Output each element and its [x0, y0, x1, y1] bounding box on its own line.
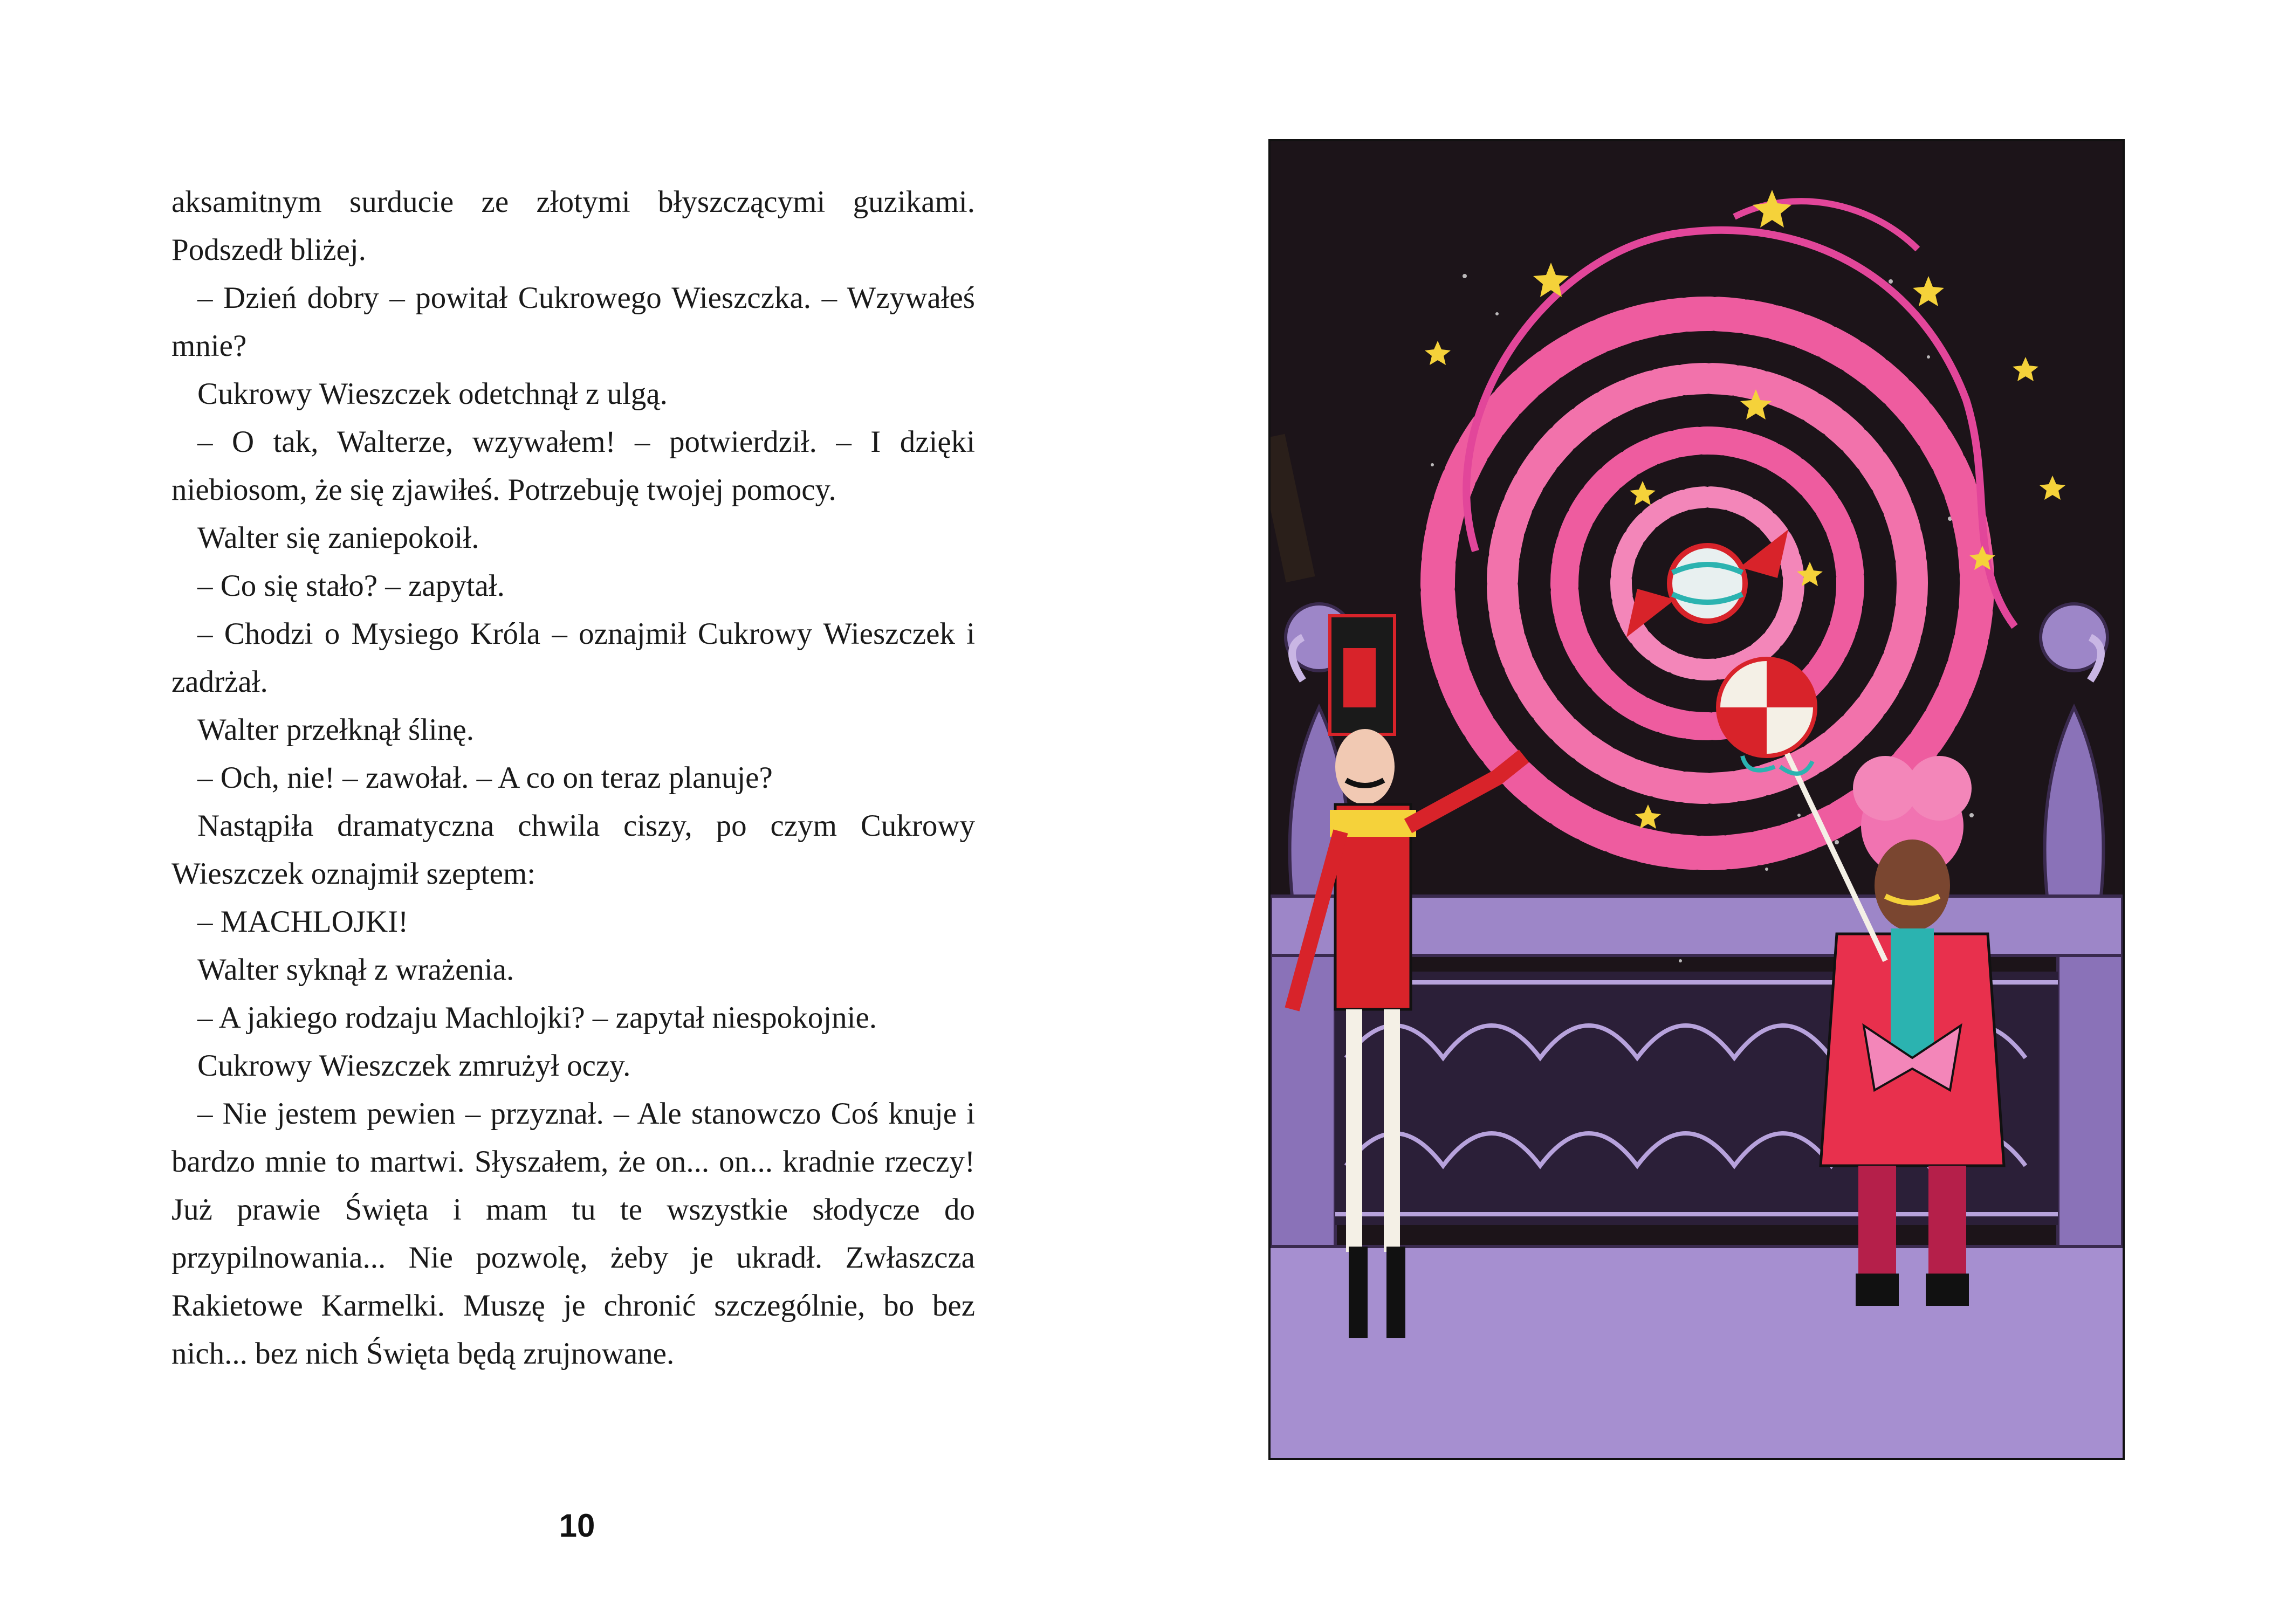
paragraph: aksamitnym surducie ze złotymi błyszczącymi guzikami. Podszedł bliżej. — [171, 185, 975, 267]
paragraph: Cukrowy Wieszczek odetchnął z ulgą. — [197, 377, 668, 411]
page-number: 10 — [559, 1508, 595, 1544]
paragraph: – A jakiego rodzaju Machlojki? – zapytał niespokojnie. — [197, 1001, 877, 1035]
paragraph: – Nie jestem pewien – przyznał. – Ale stanowczo Coś knuje i bardzo mnie to martwi. Słyszałem, że on... on... kradnie rzeczy! Już prawie Święta i mam tu te wszystkie słodycze do przypilnowania... Nie pozwolę, żeby je ukradł. Zwłaszcza Rakietowe Karmelki. Muszę je chronić szczególnie, bo bez nich... bez nich Święta będą zrujnowane. — [171, 1097, 975, 1371]
paragraph: – Chodzi o Mysiego Króla – oznajmił Cukrowy Wieszczek i zadrżał. — [171, 617, 975, 699]
left-page — [0, 0, 1146, 1624]
paragraph: Walter przełknął ślinę. — [197, 713, 474, 747]
paragraph: Nastąpiła dramatyczna chwila ciszy, po czym Cukrowy Wieszczek oznajmił szeptem: — [171, 809, 975, 891]
paragraph: Walter syknął z wrażenia. — [197, 953, 514, 987]
story-text — [171, 178, 975, 1378]
balcony-pillar — [2058, 955, 2123, 1247]
illustration-scene — [1271, 141, 2123, 1458]
paragraph: – O tak, Walterze, wzywałem! – potwierdził. – I dzięki niebiosom, że się zjawiłeś. Potrzebuję twojej pomocy. — [171, 425, 975, 507]
paragraph: – Och, nie! – zawołał. – A co on teraz planuje? — [197, 761, 773, 795]
paragraph: Cukrowy Wieszczek zmrużył oczy. — [197, 1049, 631, 1083]
paragraph: – MACHLOJKI! — [197, 905, 409, 939]
paragraph: – Co się stało? – zapytał. — [197, 569, 505, 603]
illustration — [1268, 139, 2125, 1460]
paragraph: – Dzień dobry – powitał Cukrowego Wieszczka. – Wzywałeś mnie? — [171, 281, 975, 363]
balcony-pillar — [1271, 955, 1335, 1247]
paragraph: Walter się zaniepokoił. — [197, 521, 479, 555]
